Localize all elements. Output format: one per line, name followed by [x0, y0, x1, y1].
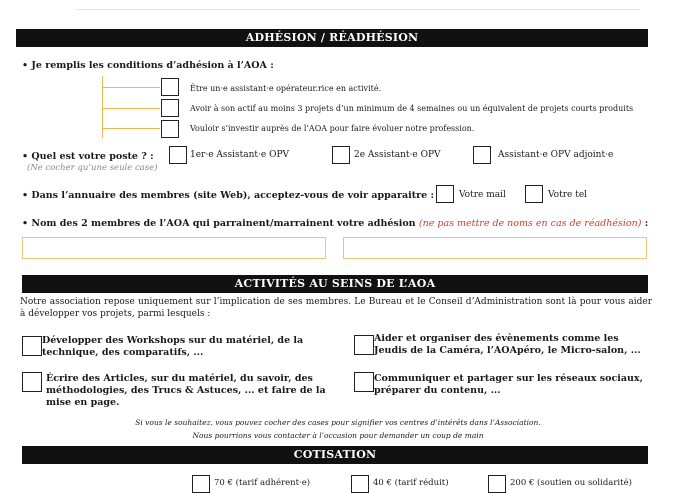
poste-checkbox-3[interactable] — [473, 146, 491, 164]
activities-intro: Notre association repose uniquement sur l’implication de ses membres. Le Bureau et le Conseil d’Administration sont là pour vous aider à développer vos projets, parmi lesquels : — [20, 297, 652, 319]
poste-label: • Quel est votre poste ? : — [22, 151, 154, 162]
annuaire-option-mail: Votre mail — [459, 190, 506, 200]
bracket-tick — [102, 108, 160, 109]
parrains-label-text: • Nom des 2 membres de l’AOA qui parrainent/marrainent votre adhésion — [22, 218, 416, 229]
activity-checkbox-articles[interactable] — [22, 372, 42, 392]
condition-option-3: Vouloir s’investir auprès de l’AOA pour faire évoluer notre profession. — [190, 124, 475, 133]
poste-option-3: Assistant·e OPV adjoint·e — [498, 150, 614, 160]
cotisation-checkbox-2[interactable] — [351, 475, 369, 493]
poste-checkbox-2[interactable] — [332, 146, 350, 164]
cotisation-option-3: 200 € (soutien ou solidarité) — [510, 478, 632, 488]
sponsor-field-2[interactable] — [343, 237, 647, 259]
activity-checkbox-social[interactable] — [354, 372, 374, 392]
annuaire-option-tel: Votre tel — [548, 190, 588, 200]
activities-footnote-1: Si vous le souhaitez, vous pouvez cocher des cases pour signifier vos centres d’intérêts dans l’Association. — [135, 418, 541, 427]
poste-hint: (Ne cocher qu’une seule case) — [27, 163, 158, 173]
cotisation-option-2: 40 € (tarif réduit) — [373, 478, 449, 488]
activity-events: Aider et organiser des évènements comme les Jeudis de la Caméra, l’AOApéro, le Micro-salon, ... — [374, 333, 641, 356]
bracket-tick — [102, 87, 160, 88]
condition-checkbox-2[interactable] — [161, 99, 179, 117]
cotisation-checkbox-3[interactable] — [488, 475, 506, 493]
condition-option-1: Être un·e assistant·e opérateur.rice en activité. — [190, 84, 382, 93]
condition-option-2: Avoir à son actif au moins 3 projets d’un minimum de 4 semaines ou un équivalent de projets courts produits — [190, 104, 634, 113]
annuaire-checkbox-mail[interactable] — [436, 185, 454, 203]
activities-footnote-2: Nous pourrions vous contacter à l’occasion pour demander un coup de main — [192, 431, 484, 440]
parrains-note: (ne pas mettre de noms en cas de réadhésion) — [418, 218, 642, 229]
condition-checkbox-1[interactable] — [161, 78, 179, 96]
activity-checkbox-workshops[interactable] — [22, 336, 42, 356]
condition-checkbox-3[interactable] — [161, 120, 179, 138]
parrains-label — [22, 218, 648, 229]
annuaire-checkbox-tel[interactable] — [525, 185, 543, 203]
top-divider — [76, 9, 640, 10]
activity-articles: Écrire des Articles, sur du matériel, du savoir, des méthodologies, des Trucs & Astuces, ... et faire de la mise en page. — [46, 373, 326, 408]
cotisation-checkbox-1[interactable] — [192, 475, 210, 493]
bracket-tick — [102, 128, 160, 129]
activity-checkbox-events[interactable] — [354, 335, 374, 355]
section-title-adhesion: ADHÉSION / RÉADHÉSION — [16, 29, 648, 47]
poste-option-2: 2e Assistant·e OPV — [354, 150, 441, 160]
poste-option-1: 1er·e Assistant·e OPV — [190, 150, 290, 160]
activity-workshops: Développer des Workshops sur du matériel, de la technique, des comparatifs, ... — [42, 335, 304, 358]
conditions-label: • Je remplis les conditions d’adhésion à l’AOA : — [22, 60, 274, 71]
poste-checkbox-1[interactable] — [169, 146, 187, 164]
parrains-colon: : — [644, 218, 649, 229]
section-title-cotisation: COTISATION — [22, 446, 648, 464]
section-title-activities: ACTIVITÉS AU SEINS DE L’AOA — [22, 275, 648, 293]
activity-social: Communiquer et partager sur les réseaux sociaux, préparer du contenu, ... — [374, 373, 643, 396]
annuaire-label: • Dans l’annuaire des membres (site Web), acceptez-vous de voir apparaitre : — [22, 190, 434, 201]
cotisation-option-1: 70 € (tarif adhérent·e) — [214, 478, 311, 488]
sponsor-field-1[interactable] — [22, 237, 326, 259]
